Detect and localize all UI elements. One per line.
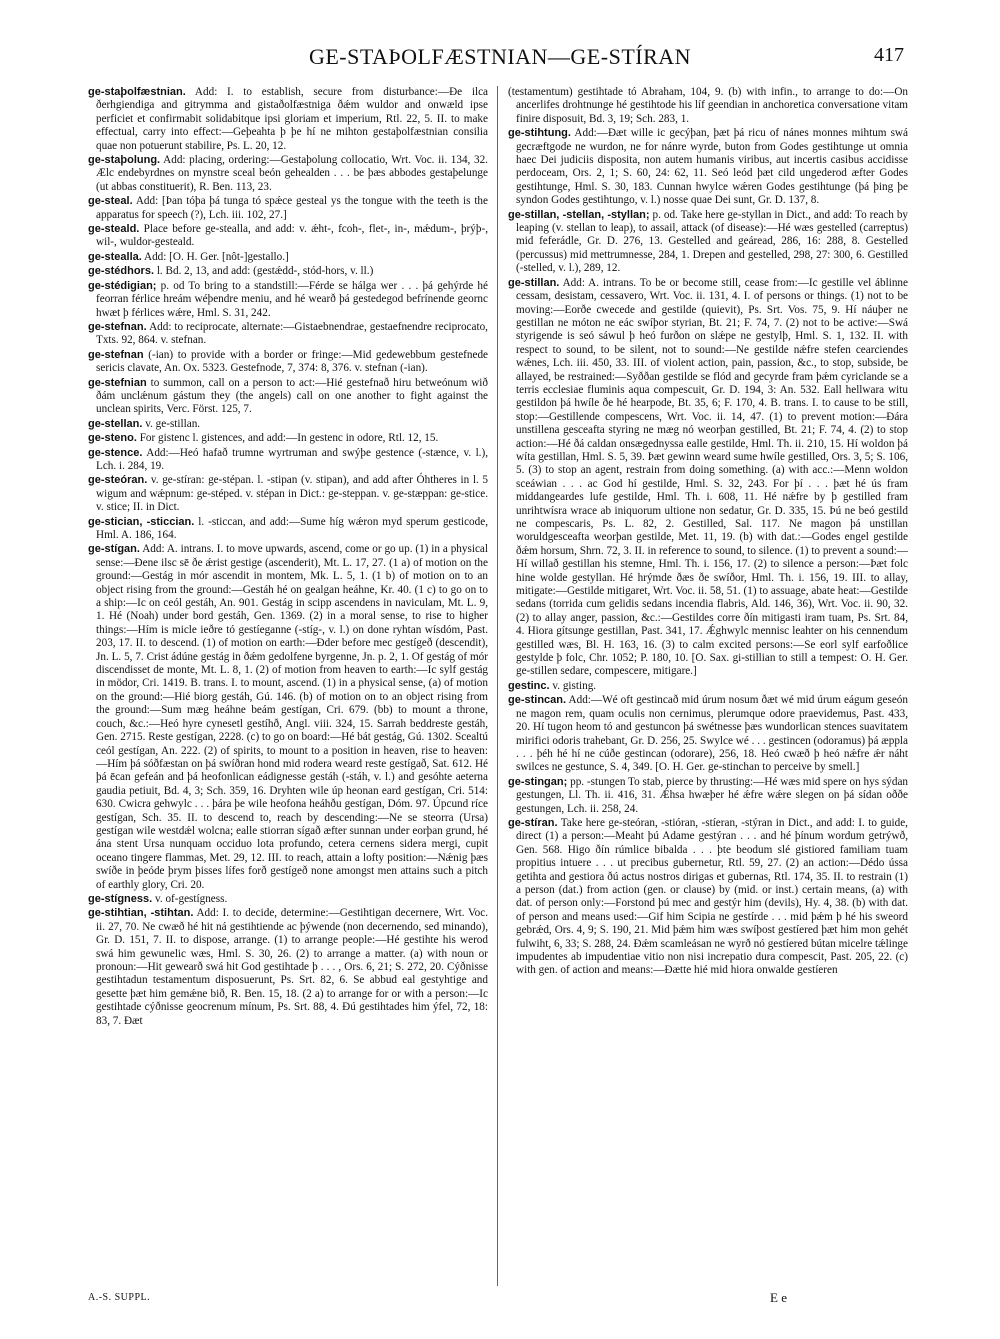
dictionary-entry [88, 195, 488, 222]
headword: ge-stingan; [508, 775, 568, 788]
page-number: 417 [874, 44, 904, 66]
dictionary-entry [88, 321, 488, 348]
column-divider [497, 86, 498, 1286]
headword: ge-stillan. [508, 276, 560, 289]
left-column [88, 86, 488, 1286]
headword: ge-steald. [88, 223, 140, 236]
headword: ge-stefnian [88, 376, 147, 389]
headword: ge-staþolung. [88, 154, 161, 167]
dictionary-entry [88, 474, 488, 514]
dictionary-entry [508, 776, 908, 816]
dictionary-entry [88, 154, 488, 194]
dictionary-entry [508, 277, 908, 679]
page-header [0, 44, 1000, 74]
headword: ge-steóran. [88, 474, 148, 487]
headword: ge-stefnan. [88, 320, 147, 333]
entry-text: (-ian) to provide with a border or fringe:—Mid gedewebbum gestefnede sericis clavate, An. Ox. 5323. Gestefnode, 7, 374: 8, 376. v. stefnan (-ian). [96, 348, 488, 375]
headword: ge-stihtian, -stihtan. [88, 907, 194, 920]
entry-text: l. Bd. 2, 13, and add: (gestǽdd-, stód-hors, v. ll.) [156, 265, 374, 278]
entry-text: Add: A. intrans. To be or become still, cease from:—Ic gestille vel áblinne cessam, desistam, cessavero, Wrt. Voc. ii. 131, 4. I. of persons or things. (1) not to be moving:—Eorðe cwecede and gestilde (quievit), Ps. Srt. Vos. 75, 9. Hí náuþer ne gestillan ne móton ne eác swíþor styrian, Bt. 21; F. 74, 7. (2) not to be active:—Swá styrigende is seó sáwul þ heó furðon on slǽpe ne gestylþ, Hml. S. 1, 132. II. with respect to sound, to be silent, not to sound:—Ne gestilde nǽfre stefen cearciendes wǽnes, Lch. iii. 450, 33. III. of violent action, pain, passion, &c., to stop, subside, be allayed, be restrained:—Syððan gestilde se flód and gecyrde fram þǽm cyriclande se a terris ecclesiae fluminis aqua compescuit, Gr. D. 194, 3: An. 532. Eall hellwara witu gestildon þá hwíle ðe hé hearpode, Bt. 35, 6; F. 170, 4. B. trans. I. to cause to be still, stop:—Gestillende compescens, Wrt. Voc. ii. 14, 47. (1) to prevent motion:—Ðára unstillena gesceafta styring ne mæg nó weorþan gestilled, Bt. 21; F. 74, 4. (2) to stop action:—Hé ðá caldan onsægednyssa ealle gestilde, Hml. Th. ii. 210, 15. Hí woldon þá wíta gestillan, Hml. S. 5, 39. Þæt gewinn weard sume hwíle gestilled, Ors. 3, 5; S. 106, 5. (3) to stop an agent, restrain from doing something. (a) with acc.:—Menn woldon sceáwian . . . ac God hí gestilde, Hml. S. 32, 243. For þí . . . þæt hé ús fram middangeardes lufe gestilde, Hml. Th. i. 608, 11. Hé nǽfre by þ gestilled fram unrihtwísra wrace ab iniquorum ultione non sedatur, Gr. D. 335, 15. Þú ne beó gestild ne compescaris, Ps. L. 82, 2. Gestilled, Sal. 117. Ne magon þá unstillan woruldgesceafta weorþan gestilde, Met. 11, 19. (b) with dat.:—Godes engel gestilde ðǽm horsum, Shrn. 72, 3. II. in reference to sound, to silence. (1) to prevent a sound:—Hí willað gestillan his stemne, Hml. Th. i. 156, 17. (2) to silence a person:—Þæt folc hine wolde gestyllan. Hé hrýmde ðæs ðe swíðor, Hml. Th. i. 156, 19. III. to allay, mitigate:—Gestilde mitigaret, Wrt. Voc. ii. 58, 51. (1) to assuage, abate heat:—Gestilde sedans (torrida cum gelidis sedans incendia flabris, Ald. 146, 36), Wrt. Voc. ii. 90, 32. (2) to allay anger, passion, &c.:—Gestildes corre ðín mitigasti iram tuam, Ps. Srt. 84, 4. Hiora gítsunge gestillan, Past. 341, 17. Ǽghwylc mennisc leahter on his cennendum gestilled wæs, Bl. H. 163, 16. (3) to calm excited persons:—Se eorl sylf earfoðlice gestylde þ folc, Chr. 1052; P. 180, 10. [O. Sax. gi-stillian to still a tempest: O. H. Ger. ge-stillen sedare, compescere, mitigare.] [516, 276, 908, 678]
entry-text: Add:—Heó hafað trumne wyrtruman and swýþe gestence (-stænce, v. l.), Lch. i. 284, 19. [96, 446, 488, 472]
entry-text: Add: placing, ordering:—Gestaþolung collocatio, Wrt. Voc. ii. 134, 32. Ælc endebyrdnes on mynstre sceal beón gehealden . . . be þæs abbodes gestaþelunge (ut abbas constituerit), R. Ben. 113, 23. [96, 154, 488, 193]
headword: ge-stíran. [508, 816, 558, 829]
dictionary-entry [508, 127, 908, 207]
headword: ge-stillan, -stellan, -styllan; [508, 208, 650, 221]
dictionary-entry [88, 418, 488, 431]
headword: ge-stealla. [88, 250, 142, 263]
headword: ge-stefnan [88, 348, 144, 361]
headword: ge-stence. [88, 446, 143, 459]
dictionary-entry [88, 86, 488, 153]
entry-text: to summon, call on a person to act:—Hié gestefnað hiru betweónum wið ðám unclǽnum gástum they (the angels) call on one another to fight against the unclean spirits, Verc. Först. 125, 7. [96, 376, 488, 416]
entry-text: v. of-gestígness. [154, 892, 228, 905]
gathering-mark: E e [770, 1290, 787, 1305]
headword: ge-stellan. [88, 417, 143, 430]
dictionary-entry [88, 223, 488, 250]
dictionary-entry [508, 680, 908, 693]
running-title: GE-STAÞOLFÆSTNIAN—GE-STÍRAN [308, 44, 692, 69]
right-column [508, 86, 908, 1286]
dictionary-entry [88, 907, 488, 1028]
entry-text: l. -sticcan, and add:—Sume híg wǽron myd sperum gesticode, Hml. A. 186, 164. [96, 515, 488, 541]
dictionary-entry [88, 447, 488, 474]
headword: ge-stígan. [88, 543, 140, 556]
entry-text: For gistenc l. gistences, and add:—In gestenc in odore, Rtl. 12, 15. [139, 432, 439, 445]
headword: gestinc. [508, 679, 550, 692]
dictionary-entry [88, 251, 488, 264]
entry-text: Add: A. intrans. I. to move upwards, ascend, come or go up. (1) in a physical sense:—Ðene ilsc sē ðe ǽrist gestige (ascenderit), Mt. L. 17, 27. (1 a) of motion on the ground:—Gestág in mór ascendit in montem, Mk. L. 5, 1. (1 b) of motion on to an object rising from the ground:—Gestáh hé on gealgan heáhne, Kr. 40. (1 c) to go on to a ship:—Ic on ceól gestáh, An. 901. Gestág in scipp ascendens in naviculam, Mt. L. 9, 1. Hé (Noah) under bord gestáh, Gen. 1369. (2) in a moral sense, to rise to higher things:—Hím is micle ieðre tó gestíeganne (-stíg-, v. l.) on done ryhtan wísdóm, Past. 203, 17. II. to descend. (1) of motion on earth:—Ðder before mec gestígeð (descendit), Jn. L. 5, 7. Crist ádúne gestág in ðǽm gedolfene byrgenne, Jn. p. 2, 1. Of gestág of mór discendisset de monte, Mt. L. 8, 1. (2) of motion from heaven to earth:—Ic sylf gestág in mödor, Cri. 1419. B. trans. I. to mount, ascend. (1) in a physical sense, (a) of motion on the ground:—Hié biorg gestáh, Gú. 146. (b) of motion on to an object rising from the ground:—Sum mæg heáhne beám gestígan, Cri. 679. (bb) to mount a throne, couch, &c.:—Heó hyre cynesetl gestíhð, Angl. viii. 324, 15. Sarrah beddreste gestáh, Gen. 2715. Reste gestígan, 2228. (c) to go on board:—Hé bát gestág, Gú. 1302. Scealtú ceól gestígan, An. 222. (2) of spirits, to mount to a position in heaven, rise to heaven:—Hím þá sóðfæstan on þá swíðran hond mid rodera weard reste gestígað, Sat. 612. Hé þá ēcan gefeán and þá heofonlican eádignesse gestáh (-stáh, v. l.) and gesóhte aeterna gaudia petiuit, Bd. 4, 3; Sch. 359, 16. Dryhten wile úp heonan eard gestígan, Cri. 514: 630. Cwicra gehwylc . . . þára þe wile heofona heáhðu gestígan, Dóm. 97. Úpcund ríce gestígan, Sch. 35. II. to descend to, reach by descending:—Ne se steorra (Ursa) gestígan wile westdǽl wolcna; ealle stiorran sígað æfter sunnan under eorþan grund, hé ána stent Ursa nunquam occiduo lota profundo, cetera cernens sidera mergi, cupit oceano tingere flammas, Met. 29, 12. III. to reach, attain a lofty position:—Nǽnig þæs swíðe in þeóde þrym þisses lífes forð gestígeð none amongst men attains such a pitch of earthly glory, Cri. 20. [96, 543, 488, 891]
dictionary-entry [508, 86, 908, 126]
entry-text: Add: [Þan tóþa þá tunga tó spǽce gesteal ys the tongue with the teeth is the apparatus for speech (?), Lch. iii. 102, 27.] [96, 195, 488, 221]
headword: ge-steno. [88, 432, 137, 445]
dictionary-entry [88, 432, 488, 445]
entry-text: Add: [O. H. Ger. [nôt-]gestallo.] [144, 250, 289, 263]
dictionary-entry [508, 209, 908, 276]
dictionary-entry [88, 516, 488, 543]
entry-text: Add: I. to decide, determine:—Gestihtigan decernere, Wrt. Voc. ii. 27, 70. Ne cwæð hé hit ná gestihtiende ac þýwende (non decernendo, sed minando), Gr. D. 151, 7. II. to dispose, arrange. (1) to arrange people:—Hé gestihte his werod swá him gewunelic wæs, Hml. S. 30, 26. (2) to arrange a matter. (a) with noun or pronoun:—Hit gewearð swá hit God gestihtade þ . . . , Ors. 6, 21; S. 272, 20. Cýðnisse gestihtadun testamentum disposuerunt, Ps. Srt. 82, 6. Se abbud eal gestyhtige and gesette þæt him gemǽne bið, R. Ben. 15, 18. (2 a) to arrange for or with a person:—Ic gestihtade cýðnisse geocrenum mínum, Ps. Srt. 88, 4. Ðú gestihtades him ýfel, 72, 18: 83, 7. Ðæt [96, 907, 488, 1027]
headword: ge-stihtung. [508, 127, 571, 140]
dictionary-entry [88, 377, 488, 417]
entry-text: v. gisting. [552, 679, 597, 692]
dictionary-entry [508, 694, 908, 774]
headword: ge-stédigian; [88, 279, 157, 292]
entry-text: Place before ge-stealla, and add: v. ǽht-, fcoh-, flet-, in-, mǽdum-, þrýþ-, wil-, wuldor-gesteald. [96, 223, 488, 249]
entry-text: p. od To bring to a standstill:—Férde se hálga wer . . . þá gehýrde hé feorran férlice hreám wéþendre meniu, and hé wearð þá gestedegod befrínende geornc hwæt þ férlices wǽre, Hml. S. 31, 242. [96, 279, 488, 319]
entry-text: (testamentum) gestihtade tó Abraham, 104, 9. (b) with infin., to arrange to do:—On ancerlifes drohtnunge hé gestihtode his líf geendian in anchoretica conversatione vitam finire disposuit, Bd. 3, 19; Sch. 283, 1. [508, 86, 908, 125]
entry-text: pp. -stungen To stab, pierce by thrusting:—Hé wæs mid spere on hys sýdan gestungen, Ll. Th. ii. 416, 31. Ǽhsa hwæþer hé ǽfre wǽre slegen on þá sídan oððe gestungen, Lch. ii. 258, 24. [516, 775, 908, 815]
entry-text: Add:—Wé oft gestincað mid úrum nosum ðæt wé mid úrum eágum geseón ne magon rem, quam oculis non cernimus, plerumque odore praevidemus, Past. 433, 20. Hí tugon heom tó and gestuncon þá swétnesse þæs wundorlican stences suavitatem mirifici odoris trahebant, Gr. D. 256, 25. Swylce wé . . . gestincen (odoramus) þá æppla . . . þéh hé hí ne cúðe gestincan (odorare), 256, 18. Heó cwæð þ heó nǽfre ǽr náht swilces ne gestunce, S. 4, 349. [O. H. Ger. ge-stinchan to perceive by smell.] [516, 694, 908, 774]
dictionary-entry [508, 817, 908, 978]
dictionary-entry [88, 893, 488, 906]
dictionary-entry [88, 543, 488, 892]
entry-text: Add: I. to establish, secure from disturbance:—Ðe ilca ðerhgiendiga and gitrymma and gistaðolfæstniga ðǽm wuldor and onwæld ipse perficiet et confirmabit solidabitque ipsi gloriam et imperium, Rtl. 22, 5. II. to make effectual, carry into effect:—Geþeahta þ þe hí ne mihton gestaþolfæstnian consilia quae non potuerunt stabilire, Ps. L. 20, 12. [96, 86, 488, 152]
headword: ge-stincan. [508, 694, 567, 707]
entry-text: v. ge-stíran: ge-stépan. l. -stipan (v. stipan), and add after Óhtheres in l. 5 wigum and wǽpnum: ge-stéped. v. stépan in Dict.: ge-steppan. v. ge-stæppan: ge-stice. v. stice; II. in Dict. [96, 474, 488, 514]
entry-text: Add: to reciprocate, alternate:—Gistaebnendrae, gestaefnendre reciprocato, Txts. 92, 864. v. stefnan. [96, 320, 488, 347]
headword: ge-steal. [88, 195, 133, 208]
entry-text: v. ge-stillan. [145, 417, 201, 430]
dictionary-entry [88, 265, 488, 278]
dictionary-columns [88, 86, 908, 1286]
dictionary-entry [88, 349, 488, 376]
headword: ge-stician, -sticcian. [88, 515, 195, 528]
entry-text: Take here ge-steóran, -stióran, -stíeran, -stýran in Dict., and add: I. to guide, direct (1) a person:—Meaht þú Adame gestýran . . . and hé þínum wordum getrýwð, Gen. 568. Higo ðín rúmlice bibalda . . . þte beodum slé gistiored familiam tuam propitius intuere . . . ut precibus gubernetur, Rtl. 59, 27. (2) an action:—Dédo ússa getihta and gestiora ðú actus nostros dirigas et gubernas, Rtl. 174, 35. II. to restrain (1) a person (dat.) from action (gen. or clause) by (mid. or inst.) certain means, (a) with dat. of person only:—Forstond þú mec and gestýr him (devils), Hy. 4, 38. (b) with dat. of person and means used:—Gif him Scipia ne gestírde . . . mid þǽm þ hé his sweord gebrǽd, Ors. 4, 9; S. 190, 21. Mid þǽm him wæs swíþost gestíered þæt him mon gehét fulwiht, 6, 33; S. 288, 24. Ðǽm scamleásan ne wyrð nó gestíered bútan micelre tǽlinge impudentes ab impudentiae vitio non nisi increpatio dura compescit, Past. 205, 22. (c) with gen. of action and means:—Ðætte hié mid hiora onwalde gestíeren [516, 816, 908, 977]
entry-text: p. od. Take here ge-styllan in Dict., and add: To reach by leaping (v. stellan to leap), to assail, attack (of disease):—Hé wæs gestelled (carreptus) mid feferádle, Gr. D. 276, 13. Gestelled and geáread, 286, 16: 288, 8. Gestelled (percussus) mid mettrumnesse, 284, 1. Drepen and gestelled, 298, 27: 300, 6. Gestilled (-stelled, v. l.), 289, 12. [516, 208, 908, 275]
headword: ge-stédhors. [88, 265, 155, 278]
entry-text: Add:—Ðæt wille ic gecýþan, þæt þá ricu of nánes monnes mihtum swá gecræftgode ne wurdon, ne for nánre wyrde, buton from Godes gestihtunge ut omnia haec Dei judiciis disposita, non autem humanis viribus, aut incertis casibus accidisse perdoceam, Ors. 2, 1; S. 60, 24: 62, 11. Seó leód þæt cild ungederod æfter Godes gestihtunge, Hml. S. 30, 183. Cunnan hwylce wǽren Godes gestihtunge (þá þing þe syndon Godes gestihtungo, v. l.) nosse quae Dei sunt, Gr. D. 137, 8. [516, 127, 908, 207]
dictionary-entry [88, 280, 488, 320]
headword: ge-staþolfæstnian. [88, 86, 186, 98]
signature-mark: A.-S. SUPPL. [88, 1292, 151, 1303]
headword: ge-stígness. [88, 892, 153, 905]
